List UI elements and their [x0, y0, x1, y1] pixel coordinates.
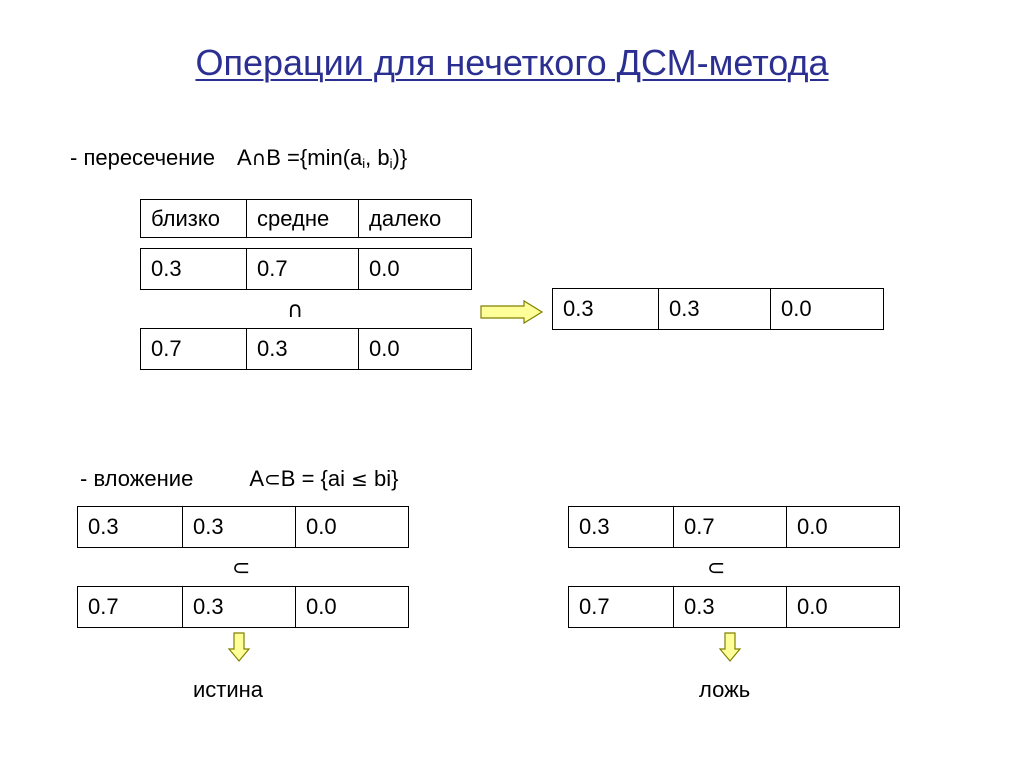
intersection-result-row — [552, 288, 884, 330]
value-cell: 0.3 — [674, 587, 787, 628]
formula-a: A — [236, 145, 252, 170]
verdict-true: истина — [193, 677, 264, 702]
table-row — [553, 289, 884, 330]
value-cell: 0.3 — [247, 329, 359, 370]
value-cell: 0.3 — [183, 587, 296, 628]
inclusion-left-operator: ⊂ — [232, 556, 251, 581]
value-cell: 0.0 — [359, 329, 472, 370]
value-cell: 0.0 — [787, 507, 900, 548]
less-equal-symbol: ≤ — [351, 467, 368, 491]
value-cell: 0.0 — [296, 507, 409, 548]
down-arrow-icon — [228, 632, 250, 662]
value-cell: 0.3 — [569, 507, 674, 548]
formula-b: B = — [266, 145, 300, 170]
value-cell: 0.0 — [771, 289, 884, 330]
right-arrow-icon — [480, 300, 544, 324]
formula-mid: , b — [365, 145, 390, 170]
table-row — [141, 329, 472, 370]
formula-end: bi} — [374, 466, 399, 491]
verdict-false: ложь — [699, 677, 751, 702]
value-cell: 0.3 — [553, 289, 659, 330]
table-row — [78, 587, 409, 628]
table-row — [569, 587, 900, 628]
subscript-i: i — [362, 156, 366, 171]
value-cell: 0.0 — [359, 249, 472, 290]
value-cell: 0.7 — [674, 507, 787, 548]
value-cell: 0.7 — [141, 329, 247, 370]
value-cell: 0.7 — [247, 249, 359, 290]
intersection-row-a — [140, 248, 472, 290]
table-row — [141, 249, 472, 290]
intersection-row-b — [140, 328, 472, 370]
formula-end: )} — [392, 145, 408, 170]
inclusion-label: - вложение — [80, 466, 194, 491]
value-cell: 0.7 — [78, 587, 183, 628]
intersection-formula-line — [70, 145, 407, 171]
table-row — [569, 507, 900, 548]
inclusion-left-row-a — [77, 506, 409, 548]
subset-symbol: ⊂ — [264, 467, 281, 491]
page-title: Операции для нечеткого ДСМ-метода — [195, 42, 829, 83]
value-cell: 0.3 — [78, 507, 183, 548]
intersection-operator: ∩ — [287, 298, 304, 323]
table-row — [78, 507, 409, 548]
inclusion-right-row-b — [568, 586, 900, 628]
value-cell: 0.7 — [569, 587, 674, 628]
table-row — [141, 200, 472, 238]
inclusion-formula-line — [80, 466, 399, 492]
header-row-table — [140, 199, 472, 238]
value-cell: 0.3 — [183, 507, 296, 548]
intersection-symbol: ∩ — [251, 146, 267, 170]
formula-b: B = {ai — [280, 466, 345, 491]
value-cell: 0.0 — [296, 587, 409, 628]
inclusion-left-row-b — [77, 586, 409, 628]
header-cell: далеко — [359, 200, 472, 238]
intersection-label: - пересечение — [70, 145, 215, 170]
inclusion-right-operator: ⊂ — [707, 556, 726, 581]
formula-min: {min(a — [299, 145, 363, 170]
down-arrow-icon — [719, 632, 741, 662]
header-cell: средне — [247, 200, 359, 238]
subscript-i: i — [389, 156, 393, 171]
value-cell: 0.3 — [141, 249, 247, 290]
formula-a: A — [249, 466, 265, 491]
header-cell: близко — [141, 200, 247, 238]
value-cell: 0.0 — [787, 587, 900, 628]
value-cell: 0.3 — [659, 289, 771, 330]
inclusion-right-row-a — [568, 506, 900, 548]
